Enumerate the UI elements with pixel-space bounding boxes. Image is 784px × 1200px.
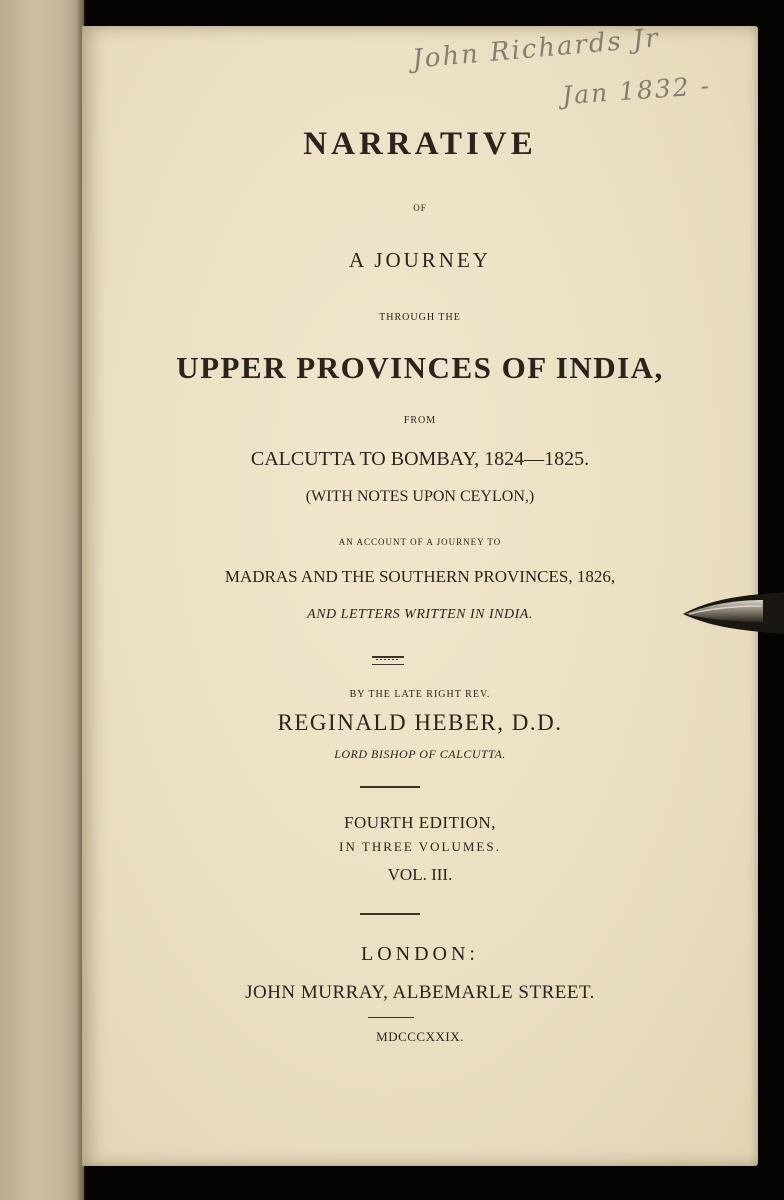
rule-divider: [360, 913, 420, 915]
title-a-journey: A JOURNEY: [349, 248, 491, 272]
rule-divider: [360, 786, 420, 788]
title-through-the: THROUGH THE: [379, 312, 461, 323]
inscription-date: Jan 1832 -: [561, 70, 712, 111]
handwritten-inscription: [411, 23, 752, 114]
imprint-place: LONDON:: [361, 943, 479, 965]
edition: FOURTH EDITION,: [344, 813, 496, 832]
title-narrative: NARRATIVE: [303, 126, 537, 162]
title-madras: MADRAS AND THE SOUTHERN PROVINCES, 1826,: [224, 567, 616, 586]
imprint-year: MDCCCXXIX.: [376, 1029, 464, 1044]
title-page: [82, 23, 758, 1166]
title-letters: AND LETTERS WRITTEN IN INDIA.: [307, 607, 533, 622]
title-upper-provinces: UPPER PROVINCES OF INDIA,: [176, 350, 664, 385]
volume-number: VOL. III.: [387, 865, 453, 884]
imprint-publisher: JOHN MURRAY, ALBEMARLE STREET.: [245, 982, 595, 1003]
left-page-edge: [0, 0, 84, 1200]
page-pointer-tool: [683, 588, 784, 640]
volumes-note: IN THREE VOLUMES.: [339, 839, 501, 854]
rule-divider: [368, 1017, 414, 1018]
title-account-of-journey: AN ACCOUNT OF A JOURNEY TO: [338, 537, 502, 547]
title-of: OF: [413, 203, 427, 213]
ornament-divider: [372, 656, 404, 665]
title-from: FROM: [403, 415, 437, 426]
author-name: REGINALD HEBER, D.D.: [277, 710, 563, 735]
author-title: LORD BISHOP OF CALCUTTA.: [334, 747, 506, 761]
title-calcutta-to-bombay: CALCUTTA TO BOMBAY, 1824—1825.: [250, 448, 590, 470]
title-notes-upon-ceylon: (WITH NOTES UPON CEYLON,): [305, 488, 535, 505]
inscription-name: John Richards Jr: [411, 23, 661, 75]
byline: BY THE LATE RIGHT REV.: [349, 689, 491, 700]
